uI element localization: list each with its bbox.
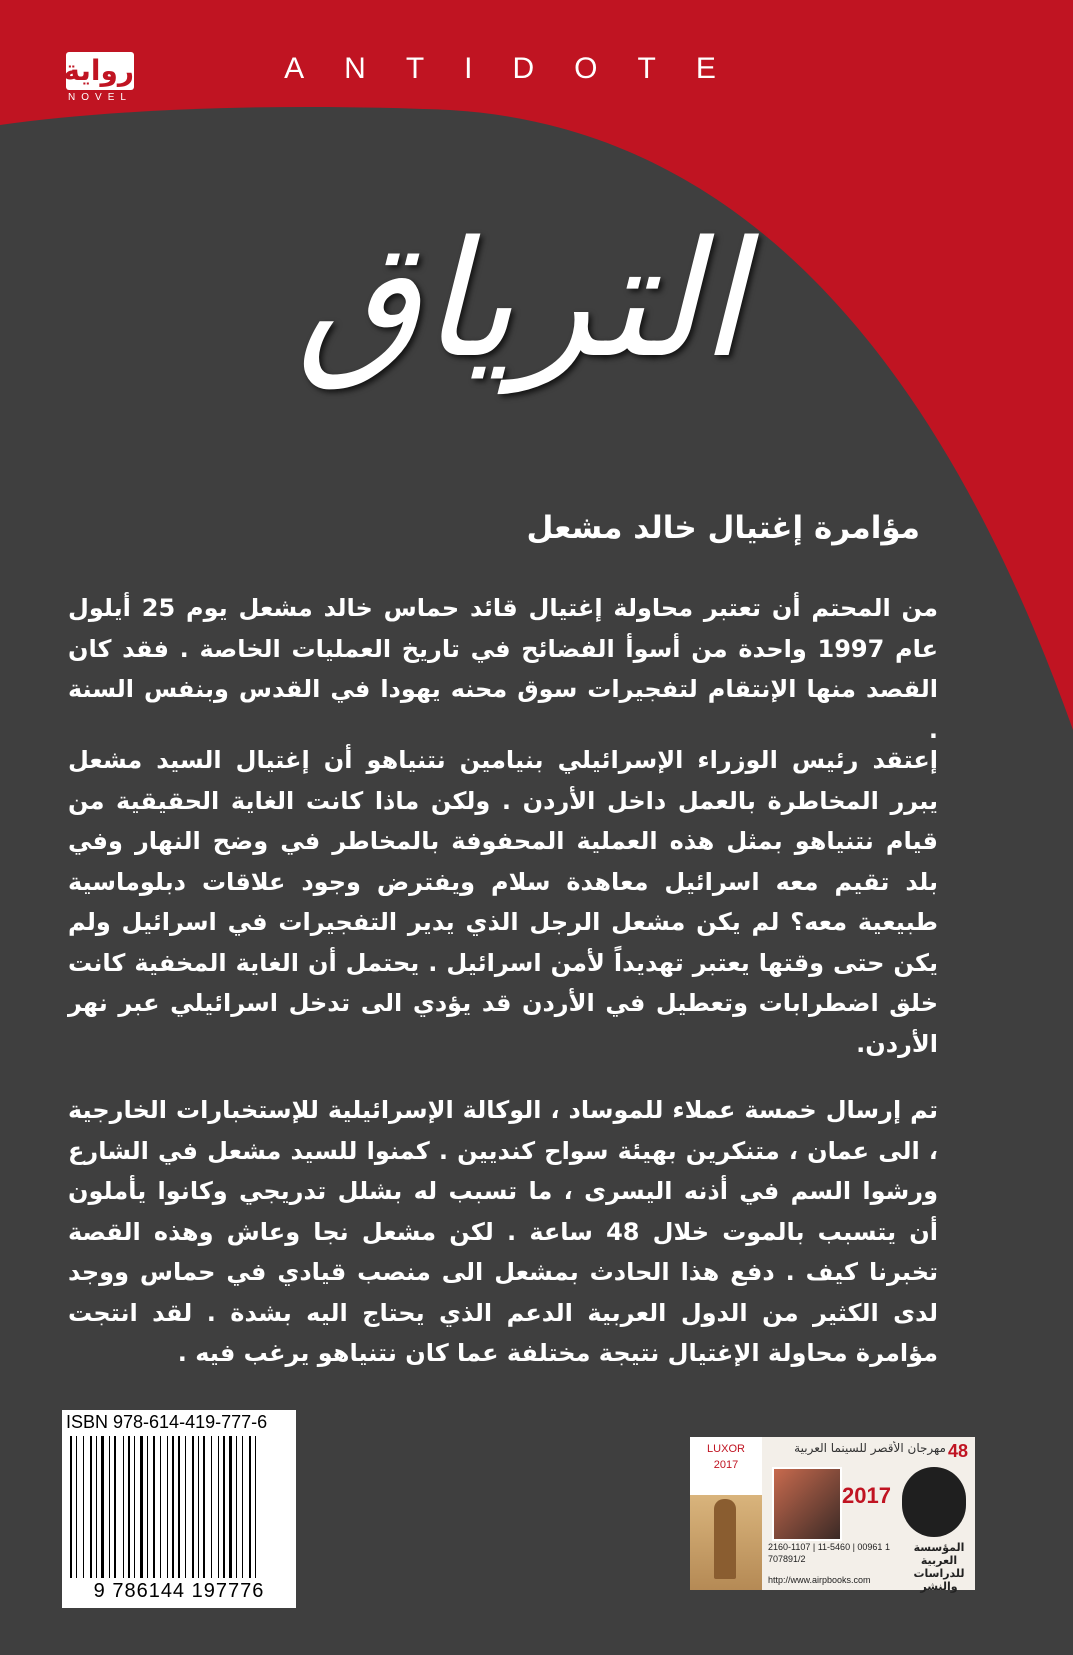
barcode-bar [218, 1436, 219, 1578]
book-subtitle: مؤامرة إغتيال خالد مشعل [526, 510, 920, 546]
barcode-bar [229, 1436, 232, 1578]
isbn-digits: 9 786144 197776 [93, 1580, 265, 1602]
barcode-bar [140, 1436, 143, 1578]
barcode-bar [255, 1436, 256, 1578]
statue-image [714, 1499, 736, 1579]
advert-url: http://www.airpbooks.com [768, 1575, 871, 1585]
barcode-bar [249, 1436, 251, 1578]
blurb-paragraph-2: إعتقد رئيس الوزراء الإسرائيلي بنيامين نتنياهو أن إغتيال السيد مشعل يبرر المخاطرة بالعمل داخل الأردن . ولكن ماذا كانت الغاية الحقيقية من قيام نتنياهو بمثل هذه العملية المحفوفة بالمخاطر في وضح النهار وفي بلد تقيم معه اسرائيل معاهدة سلام ويفترض وجود علاقات دبلوماسية طبيعية معه؟ لم يكن مشعل الرجل الذي يدير التفجيرات في اسرائيل ولم يكن حتى وقتها يعتبر تهديداً لأمن اسرائيل . يحتمل أن الغاية المخفية كانت خلق اضطرابات وتعطيل في الأردن قد يؤدي الى تدخل اسرائيلي عبر نهر الأردن. [68, 746, 938, 1058]
blurb-paragraph-1: من المحتم أن تعتبر محاولة إغتيال قائد حماس خالد مشعل يوم 25 أيلول عام 1997 واحدة من أسوأ الفضائح في تاريخ العمليات الخاصة . فقد كان القصد منها الإنتقام لتفجيرات سوق محنه يهودا في القدس وبنفس السنة . [68, 594, 938, 744]
advert-heading: مهرجان الأقصر للسينما العربية [794, 1441, 946, 1455]
advert-issue-number: 48 [948, 1441, 969, 1461]
barcode-bar [101, 1436, 104, 1578]
barcode-bar [178, 1436, 180, 1578]
barcode-bar [109, 1436, 110, 1578]
isbn-label: ISBN 978-614-419-777-6 [66, 1412, 268, 1432]
isbn-barcode [62, 1410, 296, 1608]
publisher-advert [690, 1437, 975, 1593]
barcode-bar [192, 1436, 194, 1578]
barcode-bar [76, 1436, 77, 1578]
advert-portrait-image [772, 1467, 842, 1541]
barcode-bar [153, 1436, 155, 1578]
luxor-panel [690, 1437, 762, 1590]
luxor-year: 2017 [713, 1459, 739, 1471]
publisher-logo-subtext: NOVEL [68, 92, 132, 103]
barcode-bar [70, 1436, 72, 1578]
advert-publisher: المؤسسة العربية للدراسات والنشر [913, 1541, 965, 1593]
barcode-bar [172, 1436, 174, 1578]
barcode-bar [185, 1436, 186, 1578]
barcode-bar [90, 1436, 92, 1578]
barcode-bar [211, 1436, 212, 1578]
barcode-bar [96, 1436, 97, 1578]
barcode-bar [242, 1436, 243, 1578]
advert-emblem-image [902, 1467, 966, 1537]
barcode-bar [123, 1436, 124, 1578]
barcode-bar [134, 1436, 135, 1578]
barcode-bar [128, 1436, 130, 1578]
advert-year: 2017 [842, 1483, 891, 1508]
barcode-bar [203, 1436, 205, 1578]
barcode-bar [83, 1436, 84, 1578]
publisher-logo [60, 52, 140, 112]
barcode-bar [236, 1436, 237, 1578]
advert-contact: 2160-1107 | 11-5460 | 00961 1 707891/2 [768, 1542, 890, 1564]
barcode-bar [198, 1436, 199, 1578]
blurb-paragraph-3: تم إرسال خمسة عملاء للموساد ، الوكالة الإسرائيلية للإستخبارات الخارجية ، الى عمان ، متنكرين بهيئة سواح كنديين . كمنوا للسيد مشعل في الشارع ورشوا السم في أذنه اليسرى ، ما تسبب له بشلل تدريجي وكانوا يأملون أن يتسبب بالموت خلال 48 ساعة . لكن مشعل نجا وعاش وهذه القصة تخبرنا كيف . دفع هذا الحادث بمشعل الى منصب قيادي في حماس ووجد لدى الكثير من الدول العربية الدعم الذي يحتاج اليه بشدة . لقد انتجت مؤامرة محاولة الإغتيال نتيجة مختلفة عما كان نتنياهو يرغب فيه . [68, 1096, 938, 1367]
barcode-bar [160, 1436, 161, 1578]
book-title: الترياق [296, 206, 744, 393]
barcode-bar [223, 1436, 225, 1578]
barcode-bar [114, 1436, 116, 1578]
series-title: ANTIDOTE [284, 52, 756, 85]
luxor-title: LUXOR [707, 1443, 745, 1455]
barcode-bar [147, 1436, 148, 1578]
publisher-logo-mark: رواية [66, 52, 134, 90]
barcode-bar [167, 1436, 168, 1578]
